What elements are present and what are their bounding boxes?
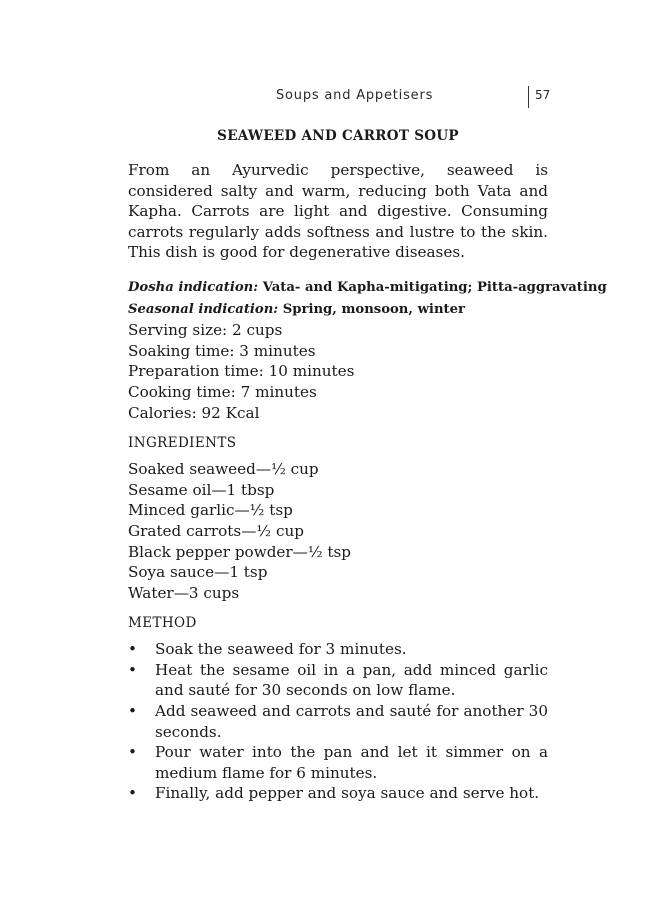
method-step-text: Add seaweed and carrots and sauté for another 30 seconds. — [155, 702, 548, 741]
running-header — [0, 88, 645, 110]
detail-line: Soaking time: 3 minutes — [128, 341, 316, 360]
bullet-mark: • — [128, 743, 137, 762]
ingredient-item: Sesame oil—1 tbsp — [128, 480, 275, 499]
method-step — [128, 639, 548, 660]
running-title: Soups and Appetisers — [276, 88, 434, 103]
seasonal-indication — [128, 299, 548, 321]
detail-line: Preparation time: 10 minutes — [128, 362, 355, 381]
seasonal-value: Spring, monsoon, winter — [278, 301, 465, 317]
detail-line: Calories: 92 Kcal — [128, 403, 260, 422]
recipe-details — [128, 320, 548, 423]
method-step-text: Soak the seaweed for 3 minutes. — [155, 640, 407, 659]
method-step — [128, 660, 548, 701]
seasonal-label: Seasonal indication: — [128, 301, 279, 317]
method-step — [128, 783, 548, 804]
ingredients-list — [128, 459, 548, 603]
ingredient-item: Soaked seaweed—½ cup — [128, 460, 319, 479]
method-step-text: Finally, add pepper and soya sauce and serve hot. — [155, 784, 540, 803]
method-step — [128, 742, 548, 783]
dosha-indication — [128, 277, 607, 299]
bullet-mark: • — [128, 660, 137, 679]
recipe-title: SEAWEED AND CARROT SOUP — [217, 128, 459, 144]
recipe-content — [128, 128, 607, 804]
bullet-mark: • — [128, 702, 137, 721]
recipe-intro: From an Ayurvedic perspective, seaweed is considered salty and warm, reducing both Vata and Kapha. Carrots are light and digestive. Consuming carrots regularly adds softness and lustre to the skin. This dish is good for degenerative diseases. — [128, 161, 548, 262]
bullet-mark: • — [128, 640, 137, 659]
ingredients-heading: INGREDIENTS — [128, 435, 237, 452]
detail-line: Cooking time: 7 minutes — [128, 382, 317, 401]
dosha-value: Vata- and Kapha-mitigating; Pitta-aggravating — [258, 279, 607, 295]
dosha-label: Dosha indication: — [128, 279, 259, 295]
method-heading: METHOD — [128, 615, 197, 632]
ingredient-item: Black pepper powder—½ tsp — [128, 542, 352, 561]
recipe-meta — [128, 277, 607, 320]
page-number: 57 — [535, 88, 551, 102]
bullet-mark: • — [128, 784, 137, 803]
method-step-text: Heat the sesame oil in a pan, add minced garlic and sauté for 30 seconds on low flame. — [155, 660, 548, 700]
header-divider — [528, 86, 529, 108]
ingredient-item: Minced garlic—½ tsp — [128, 501, 293, 520]
ingredient-item: Soya sauce—1 tsp — [128, 563, 268, 582]
method-step-text: Pour water into the pan and let it simmer on a medium flame for 6 minutes. — [155, 743, 548, 782]
ingredient-item: Grated carrots—½ cup — [128, 521, 304, 540]
ingredient-item: Water—3 cups — [128, 583, 240, 602]
detail-line: Serving size: 2 cups — [128, 321, 283, 340]
method-step — [128, 701, 548, 742]
method-list — [128, 639, 548, 804]
